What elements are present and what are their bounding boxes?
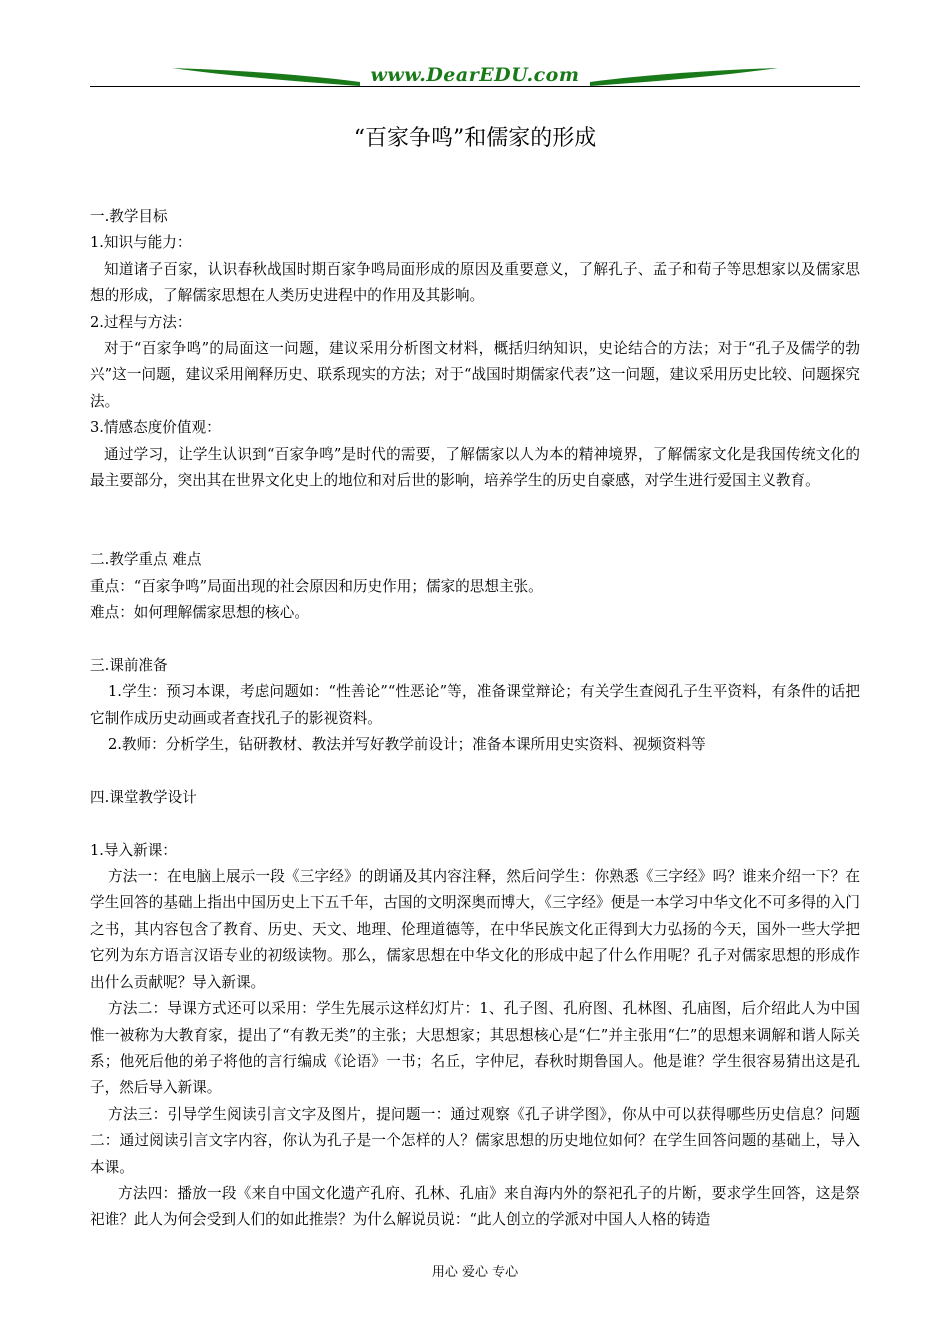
paragraph: 通过学习，让学生认识到“百家争鸣”是时代的需要，了解儒家以人为本的精神境界，了解儒家文化是我国传统文化的最主要部分，突出其在世界文化史上的地位和对后世的影响，培养学生的历史自豪感，对学生进行爱国主义教育。 bbox=[90, 445, 860, 490]
page-title: “百家争鸣”和儒家的形成 bbox=[353, 126, 597, 151]
section-heading: 一.教学目标 bbox=[90, 208, 168, 225]
paragraph: 2.教师：分析学生，钻研教材、教法并写好教学前设计；准备本课所用史实资料、视频资料等 bbox=[108, 736, 706, 754]
paragraph: 难点：如何理解儒家思想的核心。 bbox=[90, 604, 309, 622]
paragraph: 方法一：在电脑上展示一段《三字经》的朗诵及其内容注释，然后问学生：你熟悉《三字经》吗？谁来介绍一下？在学生回答的基础上指出中国历史上下五千年，古国的文明深奥而博大，《三字经》便是一本学习中华文化不可多得的入门之书，其内容包含了教育、历史、天文、地理、伦理道德等，在中华民族文化正得到大力弘扬的今天，国外一些大学把它列为东方语言汉语专业的初级读物。那么，儒家思想在中华文化的形成中起了什么作用呢？孔子对儒家思想的形成作出什么贡献呢？导入新课。 bbox=[90, 868, 860, 991]
subsection-heading: 1.知识与能力： bbox=[90, 234, 192, 252]
subsection-heading: 2.过程与方法： bbox=[90, 313, 192, 331]
paragraph: 1.学生：预习本课，考虑问题如：“性善论”“性恶论”等，准备课堂辩论；有关学生查阅孔子生平资料，有条件的话把它制作成历史动画或者查找孔子的影视资料。 bbox=[90, 683, 860, 727]
page-header bbox=[90, 62, 860, 92]
document-body bbox=[90, 204, 860, 1234]
header-rule bbox=[90, 86, 860, 87]
section-heading: 三.课前准备 bbox=[90, 656, 168, 674]
paragraph: 知道诸子百家，认识春秋战国时期百家争鸣局面形成的原因及重要意义，了解孔子、孟子和荀子等思想家以及儒家思想的形成，了解儒家思想在人类历史进程中的作用及其影响。 bbox=[90, 260, 860, 305]
paragraph: 对于“百家争鸣”的局面这一问题，建议采用分析图文材料，概括归纳知识，史论结合的方法；对于“孔子及儒学的勃兴”这一问题，建议采用阐释历史、联系现实的方法；对于“战国时期儒家代表”这一问题，建议采用历史比较、问题探究法。 bbox=[90, 340, 860, 410]
paragraph: 方法三：引导学生阅读引言文字及图片，提问题一：通过观察《孔子讲学图》，你从中可以获得哪些历史信息？问题二：通过阅读引言文字内容，你认为孔子是一个怎样的人？儒家思想的历史地位如何？在学生回答问题的基础上，导入本课。 bbox=[90, 1105, 860, 1176]
site-logo[interactable]: www.DearEDU.com bbox=[370, 64, 580, 86]
paragraph: 方法二：导课方式还可以采用：学生先展示这样幻灯片：1、孔子图、孔府图、孔林图、孔庙图，后介绍此人为中国惟一被称为大教育家，提出了“有教无类”的主张；大思想家；其思想核心是“仁”并主张用“仁”的思想来调解和谐人际关系；他死后他的弟子将他的言行编成《论语》一书；名丘，字仲尼，春秋时期鲁国人。他是谁？学生很容易猜出这是孔子，然后导入新课。 bbox=[90, 1000, 860, 1097]
subsection-heading: 3.情感态度价值观： bbox=[90, 419, 221, 437]
paragraph: 方法四：播放一段《来自中国文化遗产孔府、孔林、孔庙》来自海内外的祭祀孔子的片断，要求学生回答，这是祭祀谁？此人为何会受到人们的如此推崇？为什么解说员说：“此人创立的学派对中国人人格的铸造 bbox=[90, 1184, 860, 1229]
section-heading: 二.教学重点 难点 bbox=[90, 551, 202, 569]
section-heading: 四.课堂教学设计 bbox=[90, 788, 197, 806]
page-footer: 用心 爱心 专心 bbox=[431, 1265, 519, 1280]
paragraph: 重点：“百家争鸣”局面出现的社会原因和历史作用；儒家的思想主张。 bbox=[90, 577, 543, 595]
subsection-heading: 1.导入新课： bbox=[90, 841, 177, 859]
